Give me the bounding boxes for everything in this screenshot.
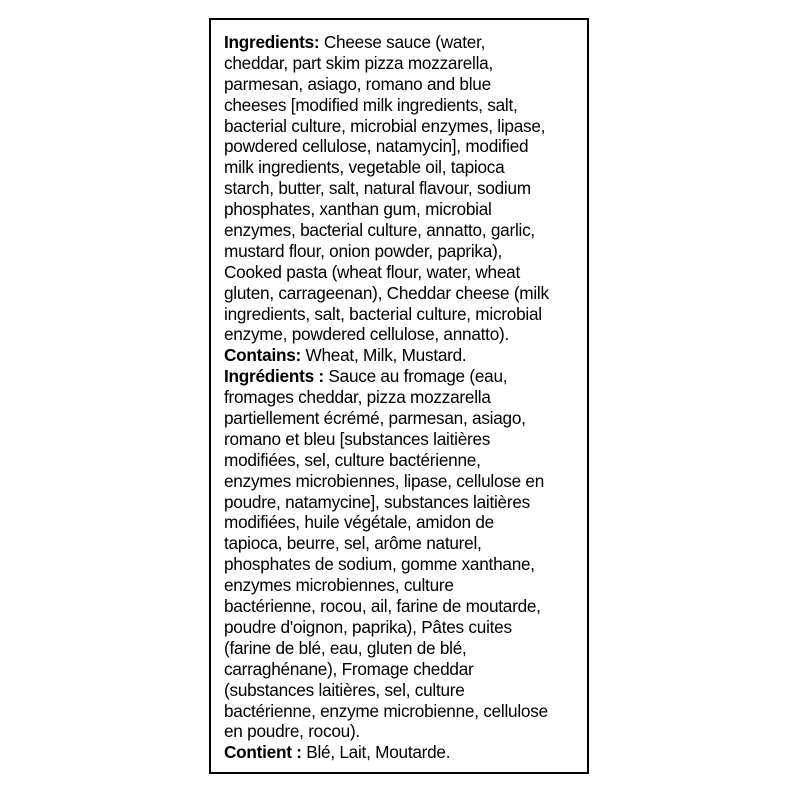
ingredients-fr-line: bactérienne, rocou, ail, farine de moutarde, [224,596,541,617]
ingredients-fr-line: romano et bleu [substances laitières [224,428,491,449]
ingredients-fr-line: poudre, natamycine], substances laitières [224,491,530,512]
ingredients-en-line [224,32,577,53]
ingredients-fr-heading: Ingrédients : [224,366,324,387]
ingredients-fr-text: Sauce au fromage (eau, [323,366,508,387]
ingredients-en-line: enzyme, powdered cellulose, annatto). [224,324,510,345]
contains-fr-line [224,742,577,763]
ingredients-en-line: gluten, carrageenan), Cheddar cheese (milk [224,282,549,303]
contains-en-text: Wheat, Milk, Mustard. [301,345,467,366]
ingredients-en-line: enzymes, bacterial culture, annatto, garlic, [224,220,535,241]
ingredients-fr-line: modifiées, sel, culture bactérienne, [224,449,481,470]
ingredients-en-line: mustard flour, onion powder, paprika), [224,240,503,261]
ingredients-fr-line: (substances laitières, sel, culture [224,679,465,700]
ingredients-fr-line: partiellement écrémé, parmesan, asiago, [224,408,526,429]
ingredients-fr-line [224,366,577,387]
ingredients-fr-line: carraghénane), Fromage cheddar [224,658,474,679]
ingredients-en-line: powdered cellulose, natamycin], modified [224,136,529,157]
contains-en-heading: Contains: [224,345,301,366]
ingredients-fr-line: bactérienne, enzyme microbienne, cellulose [224,700,548,721]
ingredients-fr-line: poudre d'oignon, paprika), Pâtes cuites [224,616,512,637]
ingredients-fr-line: modifiées, huile végétale, amidon de [224,512,494,533]
ingredients-en-line: milk ingredients, vegetable oil, tapioca [224,157,505,178]
ingredients-en-line: phosphates, xanthan gum, microbial [224,199,492,220]
ingredients-fr-line: enzymes microbiennes, culture [224,575,454,596]
ingredients-fr-line: en poudre, rocou). [224,721,360,742]
ingredients-en-line: starch, butter, salt, natural flavour, sodium [224,178,531,199]
ingredients-fr-line: fromages cheddar, pizza mozzarella [224,387,491,408]
ingredients-fr-line: (farine de blé, eau, gluten de blé, [224,637,467,658]
ingredients-en-line: cheeses [modified milk ingredients, salt, [224,94,518,115]
ingredients-en-line: ingredients, salt, bacterial culture, microbial [224,303,542,324]
ingredients-en-line: cheddar, part skim pizza mozzarella, [224,52,493,73]
ingredients-en-line: Cooked pasta (wheat flour, water, wheat [224,261,520,282]
ingredients-fr-line: enzymes microbiennes, lipase, cellulose en [224,470,545,491]
contains-en-line [224,345,577,366]
ingredients-en-heading: Ingredients: [224,32,320,52]
ingredients-fr-line: phosphates de sodium, gomme xanthane, [224,554,535,575]
ingredients-en-text: Cheese sauce (water, [319,32,486,52]
contains-fr-text: Blé, Lait, Moutarde. [301,742,451,763]
ingredients-fr-line: tapioca, beurre, sel, arôme naturel, [224,533,482,554]
contains-fr-heading: Contient : [224,742,302,763]
ingredients-en-line: parmesan, asiago, romano and blue [224,73,491,94]
ingredients-label-panel [209,18,589,774]
ingredients-en-line: bacterial culture, microbial enzymes, lipase, [224,115,546,136]
